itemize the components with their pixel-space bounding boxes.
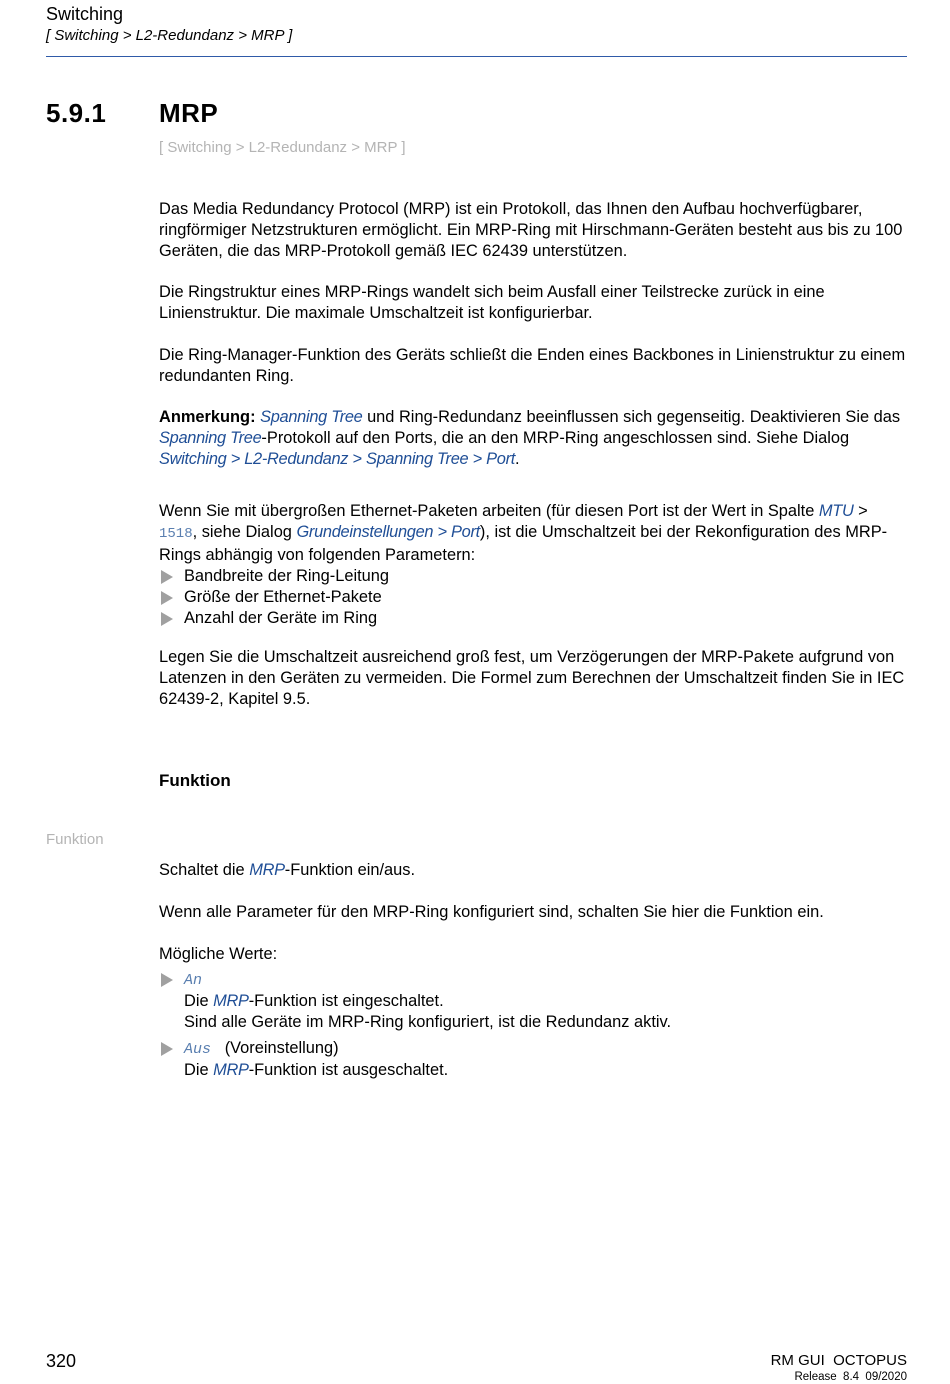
- mrp-link[interactable]: MRP: [249, 861, 285, 879]
- note-label: Anmerkung:: [159, 408, 256, 426]
- list-item: [159, 1038, 911, 1081]
- mtu-paragraph: [159, 501, 911, 629]
- mtu-value: 1518: [159, 526, 193, 542]
- bullet-text: Anzahl der Geräte im Ring: [184, 609, 378, 627]
- section-number: 5.9.1: [46, 98, 107, 128]
- latency-text: Legen Sie die Umschaltzeit ausreichend groß fest, um Verzögerungen der MRP-Pakete aufgrund von Latenzen in den Geräten zu vermeiden. Die Formel zum Berechnen der Umschaltzeit finden Sie in IEC 62439-2, Kapitel 9.5.: [159, 648, 905, 708]
- note-text-3: .: [515, 450, 520, 468]
- triangle-bullet-icon: [161, 973, 173, 987]
- spanning-tree-link-2[interactable]: Spanning Tree: [159, 429, 262, 447]
- list-item: [159, 587, 911, 608]
- list-item: [159, 608, 911, 629]
- value-aus-desc-pre: Die: [184, 1061, 214, 1079]
- document-title: RM GUI OCTOPUS: [770, 1352, 907, 1369]
- intro-text-3: Die Ring-Manager-Funktion des Geräts schließt die Enden eines Backbones in Linienstruktur zu einem redundanten Ring.: [159, 346, 906, 385]
- list-item: [159, 969, 911, 1033]
- header-divider: [46, 56, 907, 57]
- funktion-desc-1-pre: Schaltet die: [159, 861, 250, 879]
- grundeinstellungen-port-link[interactable]: Grundeinstellungen > Port: [296, 523, 480, 541]
- value-an-desc-2: Sind alle Geräte im MRP-Ring konfiguriert, ist die Redundanz aktiv.: [184, 1013, 672, 1031]
- intro-paragraph-2: [159, 282, 911, 324]
- value-an-desc-pre: Die: [184, 992, 214, 1010]
- value-aus-desc-post: -Funktion ist ausgeschaltet.: [248, 1061, 449, 1079]
- triangle-bullet-icon: [161, 570, 173, 584]
- note-text-2: -Protokoll auf den Ports, die an den MRP-Ring angeschlossen sind. Siehe Dialog: [261, 429, 850, 447]
- running-header-path: [ Switching > L2-Redundanz > MRP ]: [46, 27, 293, 44]
- triangle-bullet-icon: [161, 1042, 173, 1056]
- latency-paragraph: [159, 647, 911, 710]
- mrp-link[interactable]: MRP: [213, 1061, 249, 1079]
- intro-text-2: Die Ringstruktur eines MRP-Rings wandelt sich beim Ausfall einer Teilstrecke zurück in eine Linienstruktur. Die maximale Umschaltzeit ist konfigurierbar.: [159, 283, 825, 322]
- note-paragraph: [159, 407, 911, 470]
- mtu-link[interactable]: MTU: [818, 502, 854, 520]
- triangle-bullet-icon: [161, 612, 173, 626]
- spanning-tree-link[interactable]: Spanning Tree: [260, 408, 363, 426]
- list-item: [159, 566, 911, 587]
- running-header-title: Switching: [46, 4, 124, 24]
- funktion-desc-2: Wenn alle Parameter für den MRP-Ring konfiguriert sind, schalten Sie hier die Funktion ein.: [159, 903, 824, 921]
- intro-paragraph-3: [159, 345, 911, 387]
- mtu-text-1: Wenn Sie mit übergroßen Ethernet-Paketen arbeiten (für diesen Port ist der Wert in Spalte: [159, 502, 819, 520]
- mtu-text-4: ), ist die Umschaltzeit bei der Rekonfiguration des MRP-Rings abhängig von folgenden Parametern:: [159, 523, 888, 564]
- note-text-1: und Ring-Redundanz beeinflussen sich gegenseitig. Deaktivieren Sie das: [362, 408, 901, 426]
- funktion-side-label: Funktion: [46, 831, 104, 848]
- funktion-desc-1-post: -Funktion ein/aus.: [284, 861, 416, 879]
- intro-paragraph-1: [159, 199, 911, 262]
- value-an-desc-post: -Funktion ist eingeschaltet.: [248, 992, 444, 1010]
- mrp-link[interactable]: MRP: [213, 992, 249, 1010]
- value-aus-default-note: (Voreinstellung): [224, 1039, 339, 1057]
- bullet-text: Größe der Ethernet-Pakete: [184, 588, 382, 606]
- mtu-text-2: >: [853, 502, 868, 520]
- page-number: 320: [46, 1351, 77, 1371]
- possible-values: [159, 944, 911, 1081]
- intro-text-1: Das Media Redundancy Protocol (MRP) ist ein Protokoll, das Ihnen den Aufbau hochverfügbarer, ringförmiger Netzstrukturen ermöglicht. Ein MRP-Ring mit Hirschmann-Geräten besteht aus bis zu 100 Geräten, die das MRP-Protokoll gemäß IEC 62439 unterstützen.: [159, 200, 903, 260]
- section-menu-path: [ Switching > L2-Redundanz > MRP ]: [159, 139, 406, 156]
- possible-values-label: Mögliche Werte:: [159, 945, 278, 963]
- triangle-bullet-icon: [161, 591, 173, 605]
- bullet-text: Bandbreite der Ring-Leitung: [184, 567, 390, 585]
- value-an: An: [184, 972, 203, 989]
- mtu-text-3: , siehe Dialog: [192, 523, 297, 541]
- release-info: Release 8.4 09/2020: [794, 1371, 907, 1383]
- funktion-description-2: [159, 902, 911, 923]
- funktion-description: [159, 860, 911, 881]
- value-aus: Aus: [184, 1041, 212, 1058]
- spanning-tree-port-dialog-link[interactable]: Switching > L2-Redundanz > Spanning Tree > Port: [159, 450, 515, 468]
- funktion-heading: Funktion: [159, 771, 231, 790]
- section-title: MRP: [159, 98, 219, 128]
